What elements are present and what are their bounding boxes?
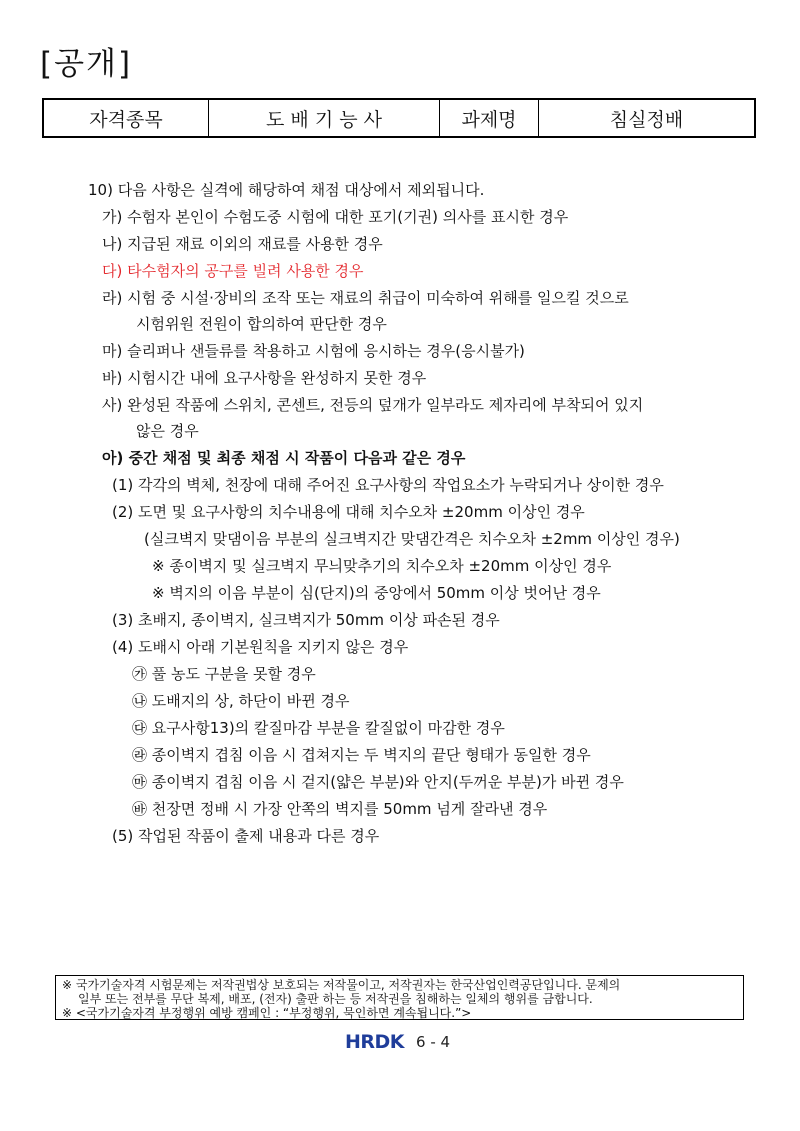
copyright-line-2: 일부 또는 전부를 무단 복제, 배포, (전자) 출판 하는 등 저작권을 침해하는 일체의 행위를 금합니다.	[78, 992, 593, 1006]
principle-item-4: ㉱ 종이벽지 겹침 이음 시 겹쳐지는 두 벽지의 끝단 형태가 동일한 경우	[132, 746, 591, 764]
page-number: 6 - 4	[416, 1033, 451, 1051]
list-item-na: 나) 지급된 재료 이외의 재료를 사용한 경우	[102, 235, 383, 253]
principle-item-5: ㉲ 종이벽지 겹침 이음 시 겉지(얇은 부분)와 안지(두꺼운 부분)가 바뀐 경우	[132, 773, 624, 791]
qualification-label: 자격종목	[43, 99, 209, 137]
copyright-line-1: ※ 국가기술자격 시험문제는 저작권법상 보호되는 저작물이고, 저작권자는 한국산업인력공단입니다. 문제의	[62, 978, 621, 992]
qualification-value: 도 배 기 능 사	[209, 99, 440, 137]
principle-item-6: ㉳ 천장면 정배 시 가장 안쪽의 벽지를 50mm 넘게 잘라낸 경우	[132, 800, 548, 818]
public-label: [공개]	[40, 46, 133, 82]
list-item-ba: 바) 시험시간 내에 요구사항을 완성하지 못한 경우	[102, 369, 427, 387]
list-item-da-highlighted: 다) 타수험자의 공구를 빌려 사용한 경우	[102, 262, 364, 280]
list-item-ra: 라) 시험 중 시설·장비의 조작 또는 재료의 취급이 미숙하여 위해를 일으킬 것으로	[102, 289, 629, 307]
campaign-line: ※ <국가기술자격 부정행위 예방 캠페인 : “부정행위, 묵인하면 계속됩니다.”>	[62, 1006, 472, 1020]
copyright-notice-box	[55, 975, 744, 1020]
principle-item-3: ㉰ 요구사항13)의 칼질마감 부분을 칼질없이 마감한 경우	[132, 719, 505, 737]
sub-item-1: (1) 각각의 벽체, 천장에 대해 주어진 요구사항의 작업요소가 누락되거나 상이한 경우	[112, 476, 664, 494]
section-heading: 10) 다음 사항은 실격에 해당하여 채점 대상에서 제외됩니다.	[88, 181, 485, 199]
list-item-ga: 가) 수험자 본인이 수험도중 시험에 대한 포기(기권) 의사를 표시한 경우	[102, 208, 569, 226]
sub-item-3: (3) 초배지, 종이벽지, 실크벽지가 50mm 이상 파손된 경우	[112, 611, 500, 629]
hrdk-logo: HRDK	[345, 1031, 405, 1053]
page-footer	[345, 1031, 450, 1053]
list-item-ra-cont: 시험위원 전원이 합의하여 판단한 경우	[136, 315, 387, 333]
task-label: 과제명	[440, 99, 539, 137]
sub-item-4: (4) 도배시 아래 기본원칙을 지키지 않은 경우	[112, 638, 409, 656]
sub-item-2-note: (실크벽지 맞댐이음 부분의 실크벽지간 맞댐간격은 치수오차 ±2mm 이상인 경우)	[144, 530, 680, 548]
sub-item-2-star-2: ※ 벽지의 이음 부분이 심(단지)의 중앙에서 50mm 이상 벗어난 경우	[152, 584, 601, 602]
principle-item-2: ㉯ 도배지의 상, 하단이 바뀐 경우	[132, 692, 350, 710]
list-item-sa-cont: 않은 경우	[136, 422, 199, 440]
sub-item-2: (2) 도면 및 요구사항의 치수내용에 대해 치수오차 ±20mm 이상인 경우	[112, 503, 585, 521]
list-item-sa: 사) 완성된 작품에 스위치, 콘센트, 전등의 덮개가 일부라도 제자리에 부착되어 있지	[102, 396, 644, 414]
list-item-ma: 마) 슬리퍼나 샌들류를 착용하고 시험에 응시하는 경우(응시불가)	[102, 342, 525, 360]
sub-item-5: (5) 작업된 작품이 출제 내용과 다른 경우	[112, 827, 380, 845]
sub-item-2-star-1: ※ 종이벽지 및 실크벽지 무늬맞추기의 치수오차 ±20mm 이상인 경우	[152, 557, 612, 575]
principle-item-1: ㉮ 풀 농도 구분을 못할 경우	[132, 665, 316, 683]
list-item-a: 아) 중간 채점 및 최종 채점 시 작품이 다음과 같은 경우	[102, 449, 466, 467]
task-value: 침실정배	[539, 99, 756, 137]
exam-info-table	[42, 98, 756, 138]
